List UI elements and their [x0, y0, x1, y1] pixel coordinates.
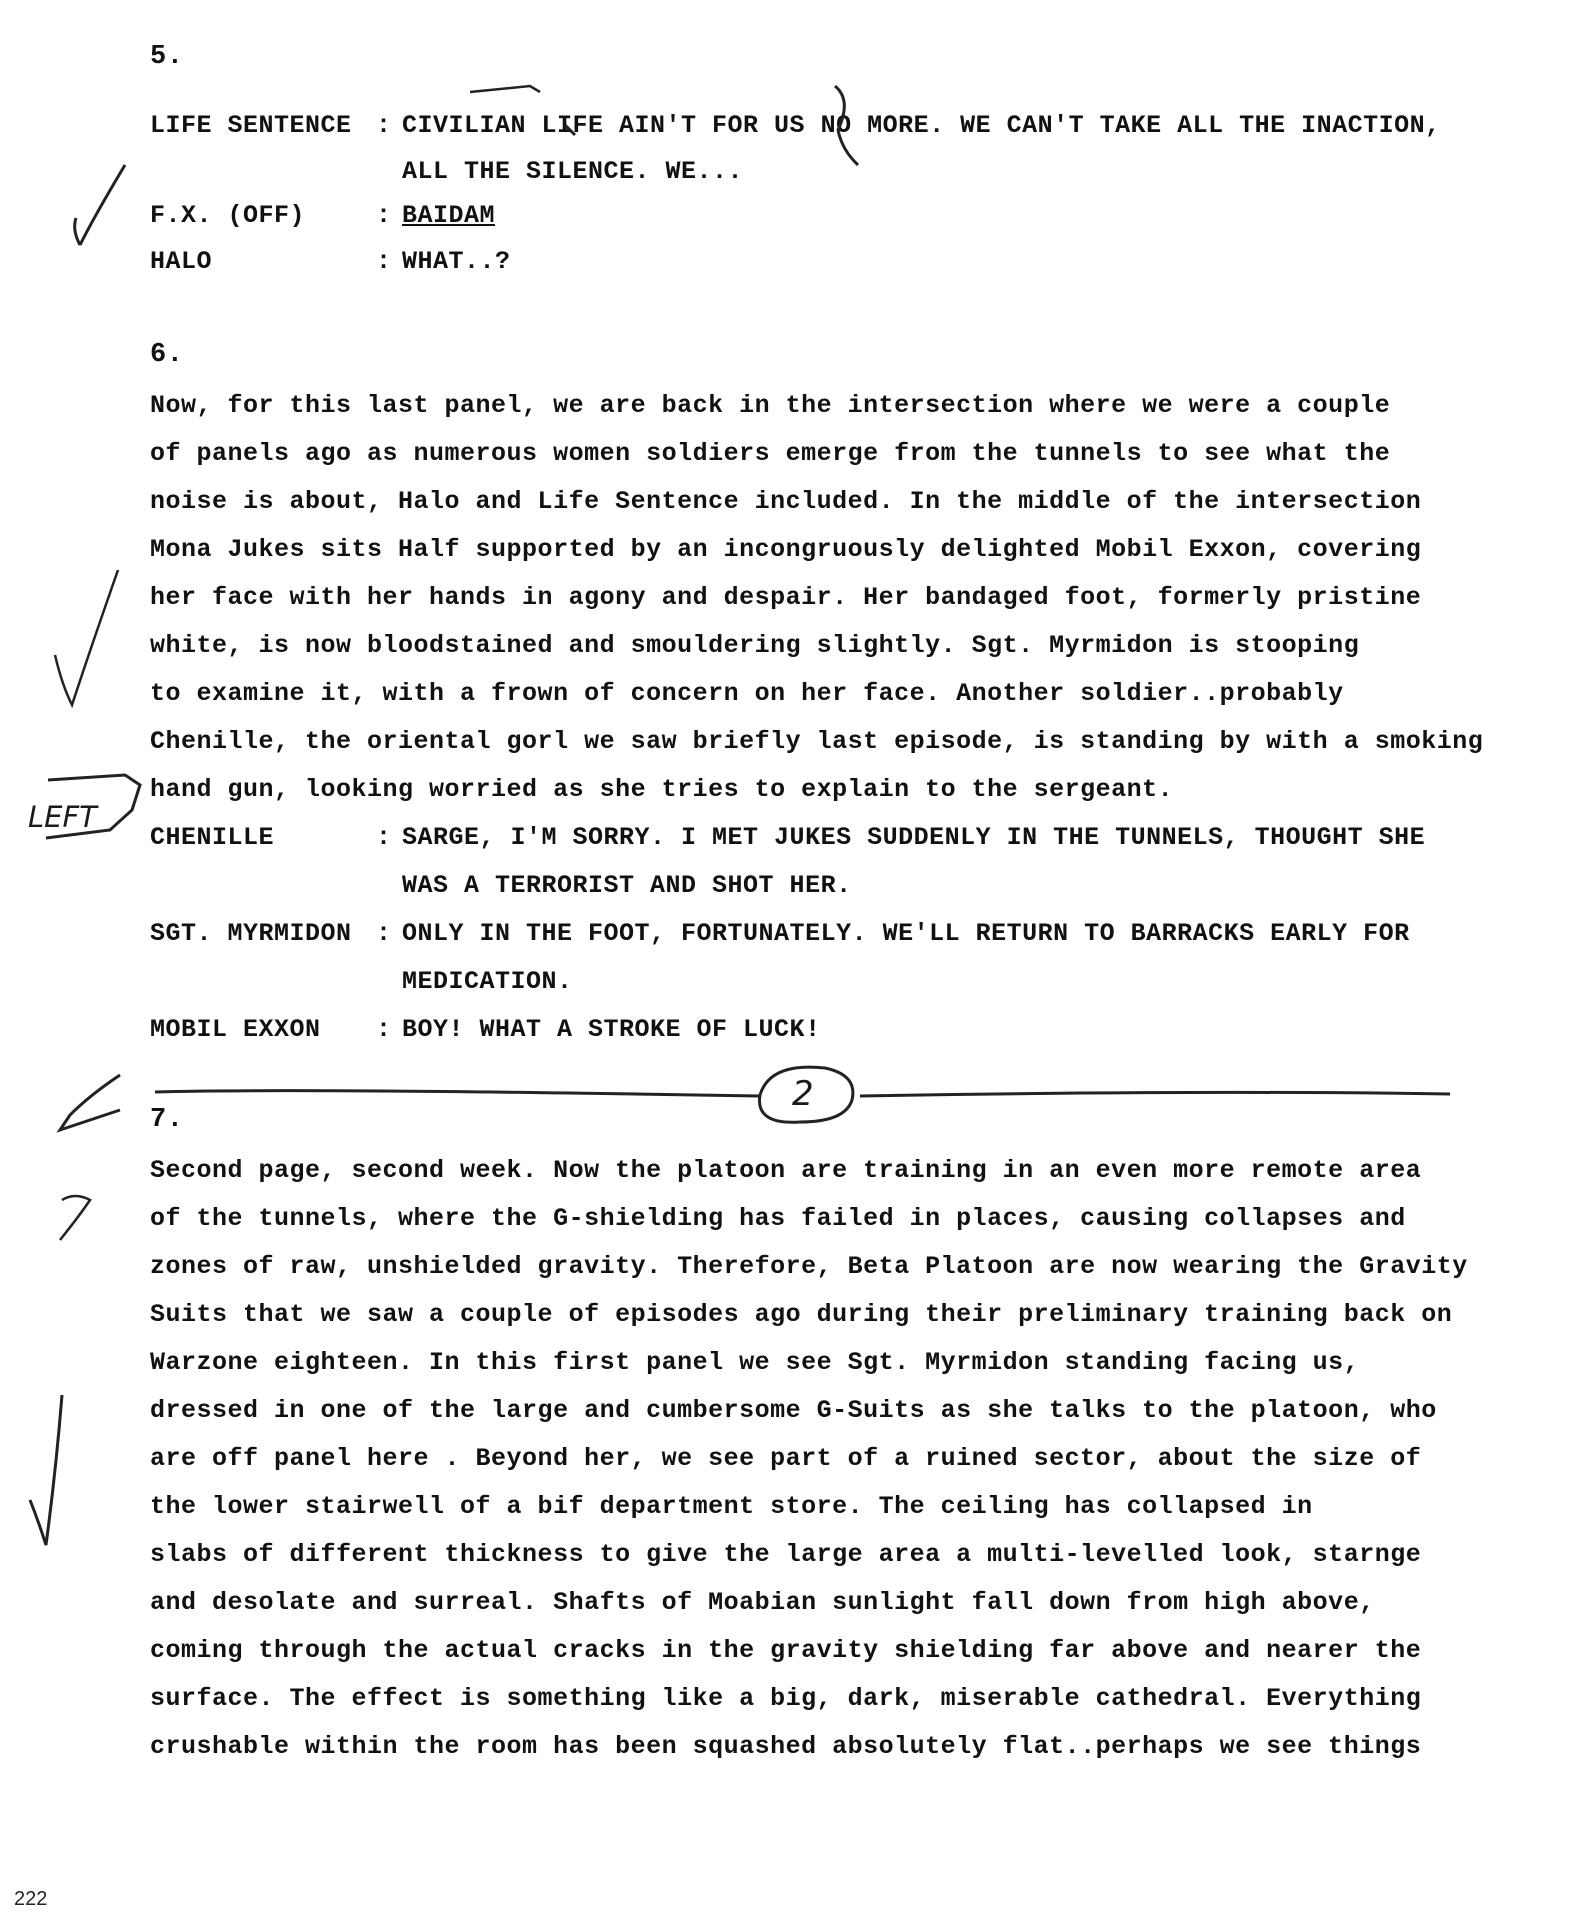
speech-text-continued: MEDICATION. — [402, 967, 573, 996]
description-line: noise is about, Halo and Life Sentence included. In the middle of the intersection — [150, 487, 1422, 516]
description-line: of the tunnels, where the G-shielding has failed in places, causing collapses and — [150, 1204, 1406, 1233]
correction-mark-2 — [835, 86, 858, 165]
speech-text: ONLY IN THE FOOT, FORTUNATELY. WE'LL RETURN TO BARRACKS EARLY FOR — [402, 919, 1410, 948]
speaker-colon: : — [376, 1015, 392, 1044]
speech-text: SARGE, I'M SORRY. I MET JUKES SUDDENLY IN THE TUNNELS, THOUGHT SHE — [402, 823, 1426, 852]
description-line: the lower stairwell of a bif department store. The ceiling has collapsed in — [150, 1492, 1313, 1521]
speaker-colon: : — [376, 111, 392, 140]
description-line: her face with her hands in agony and despair. Her bandaged foot, formerly pristine — [150, 583, 1422, 612]
speech-text-continued: ALL THE SILENCE. WE... — [402, 157, 744, 186]
speaker-name: HALO — [150, 247, 213, 276]
description-line: Mona Jukes sits Half supported by an incongruously delighted Mobil Exxon, covering — [150, 535, 1422, 564]
description-line: slabs of different thickness to give the large area a multi-levelled look, starnge — [150, 1540, 1422, 1569]
description-line: surface. The effect is something like a big, dark, miserable cathedral. Everything — [150, 1684, 1422, 1713]
description-line: of panels ago as numerous women soldiers emerge from the tunnels to see what the — [150, 439, 1391, 468]
speaker-name: LIFE SENTENCE — [150, 111, 352, 140]
page-number: 222 — [14, 1888, 48, 1910]
description-line: Second page, second week. Now the platoon are training in an even more remote area — [150, 1156, 1422, 1185]
speaker-name: CHENILLE — [150, 823, 275, 852]
panel-number: 5. — [150, 42, 184, 72]
panel-number: 7. — [150, 1105, 184, 1135]
speech-text: CIVILIAN LIFE AIN'T FOR US NO MORE. WE CAN'T TAKE ALL THE INACTION, — [402, 111, 1441, 140]
speaker-colon: : — [376, 247, 392, 276]
check-mark-1 — [75, 165, 125, 245]
speaker-name: F.X. (OFF) — [150, 201, 306, 230]
speaker-name: SGT. MYRMIDON — [150, 919, 352, 948]
page-break-line-right — [860, 1092, 1450, 1096]
description-line: Chenille, the oriental gorl we saw briefly last episode, is standing by with a smoking — [150, 727, 1484, 756]
speech-text: WHAT..? — [402, 247, 511, 276]
description-line: crushable within the room has been squashed absolutely flat..perhaps we see things — [150, 1732, 1422, 1761]
correction-mark-3 — [565, 125, 575, 135]
description-line: are off panel here . Beyond her, we see part of a ruined sector, about the size of — [150, 1444, 1422, 1473]
check-mark-3 — [30, 1395, 62, 1545]
margin-mark-four — [60, 1075, 120, 1130]
description-line: coming through the actual cracks in the gravity shielding far above and nearer the — [150, 1636, 1422, 1665]
speaker-name: MOBIL EXXON — [150, 1015, 321, 1044]
speaker-colon: : — [376, 919, 392, 948]
speech-text-continued: WAS A TERRORIST AND SHOT HER. — [402, 871, 852, 900]
description-line: Suits that we saw a couple of episodes ago during their preliminary training back on — [150, 1300, 1453, 1329]
handwritten-left-note: LEFT — [28, 800, 97, 834]
correction-mark-1 — [470, 86, 540, 92]
page-break-line-left — [155, 1091, 760, 1096]
speech-text: BAIDAM — [402, 201, 496, 230]
description-line: Warzone eighteen. In this first panel we see Sgt. Myrmidon standing facing us, — [150, 1348, 1360, 1377]
speaker-colon: : — [376, 823, 392, 852]
description-line: and desolate and surreal. Shafts of Moabian sunlight fall down from high above, — [150, 1588, 1375, 1617]
description-line: to examine it, with a frown of concern on her face. Another soldier..probably — [150, 679, 1344, 708]
description-line: hand gun, looking worried as she tries to explain to the sergeant. — [150, 775, 1174, 804]
speech-text: BOY! WHAT A STROKE OF LUCK! — [402, 1015, 821, 1044]
panel-number: 6. — [150, 340, 184, 370]
description-line: dressed in one of the large and cumbersome G-Suits as she talks to the platoon, who — [150, 1396, 1437, 1425]
description-line: zones of raw, unshielded gravity. Therefore, Beta Platoon are now wearing the Gravity — [150, 1252, 1468, 1281]
description-line: white, is now bloodstained and smouldering slightly. Sgt. Myrmidon is stooping — [150, 631, 1360, 660]
handwritten-page-number: 2 — [792, 1074, 814, 1114]
check-mark-2 — [55, 570, 118, 705]
description-line: Now, for this last panel, we are back in the intersection where we were a couple — [150, 391, 1391, 420]
speaker-colon: : — [376, 201, 392, 230]
